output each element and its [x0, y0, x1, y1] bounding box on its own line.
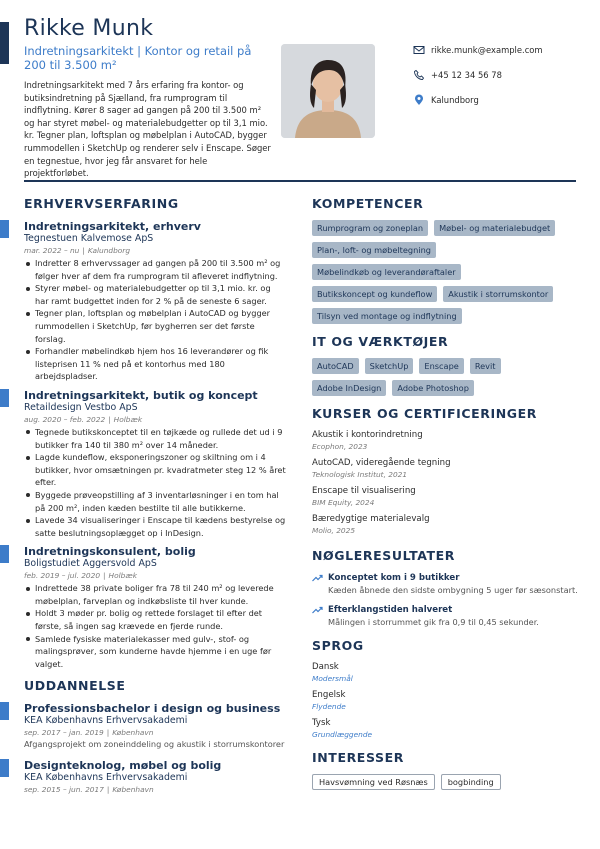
entry-marker	[0, 220, 9, 238]
job-location: Kalundborg	[87, 246, 131, 255]
education-entry	[24, 759, 286, 795]
course-provider: Ecophon, 2023	[312, 442, 368, 451]
job-location: Holbæk	[113, 414, 143, 424]
results-list	[312, 572, 580, 628]
skill-chip: Rumprogram og zoneplan	[312, 220, 428, 236]
courses-list	[312, 430, 580, 536]
cv-header	[24, 16, 274, 180]
job-bullets	[24, 582, 286, 670]
languages-list	[312, 662, 580, 740]
bullet: Samlede fysiske materialekasser med gulv-, stof- og malingsprøver, som kunderne havde hjemme i en uge før valget.	[24, 633, 286, 671]
language-item	[312, 662, 580, 684]
languages-heading: SPROG	[312, 638, 364, 653]
job-meta: aug. 2020 – feb. 2022 | Holbæk	[24, 414, 143, 424]
bullet: Indretter 8 erhvervssager ad gangen på 200 til 3.500 m² og følger hver af dem fra rumprogram til afleveret indflytning.	[24, 257, 286, 282]
school-name: KEA Københavns Erhvervsakademi	[24, 772, 188, 784]
bullet: Lavede 34 visualiseringer i Enscape til kædens bestyrelse og satte beslutningsoplægget op i InDesign.	[24, 514, 286, 539]
tool-chip: SketchUp	[365, 358, 414, 374]
course-item	[312, 486, 580, 508]
bullet: Tegner plan, loftsplan og møbelplan i AutoCAD og bygger rummodellen i SketchUp, før bygherren ser det første forslag.	[24, 307, 286, 345]
bullet: Lagde kundeflow, eksponeringszoner og skiltning om i 4 butikker, hvor omsætningen pr. kvadratmeter steg 12 % året efter.	[24, 451, 286, 489]
job-entry	[24, 545, 286, 670]
phone-text: +45 12 34 56 78	[431, 70, 502, 80]
job-title: Indretningsarkitekt, butik og koncept	[24, 388, 258, 402]
job-meta: feb. 2019 – jul. 2020 | Holbæk	[24, 571, 138, 581]
degree-title: Designteknolog, møbel og bolig	[24, 759, 222, 773]
course-item	[312, 430, 580, 452]
right-column	[312, 196, 580, 790]
tool-chip: Enscape	[419, 358, 463, 374]
job-meta: mar. 2022 – nu | Kalundborg	[24, 246, 131, 255]
entry-marker	[0, 702, 9, 720]
map-pin-icon	[413, 94, 425, 106]
location-text: Kalundborg	[431, 95, 479, 105]
course-title: Bæredygtige materialevalg	[312, 514, 430, 524]
course-title: Akustik i kontorindretning	[312, 430, 423, 440]
entry-marker	[0, 545, 9, 563]
language-item	[312, 690, 580, 712]
course-provider: BIM Equity, 2024	[312, 498, 375, 507]
contact-email[interactable]	[413, 44, 593, 56]
course-item	[312, 514, 580, 536]
result-description: Kæden åbnede den sidste ombygning 5 uger før sæsonstart.	[328, 585, 578, 595]
interests-heading: INTERESSER	[312, 750, 404, 765]
bullet: Forhandler møbelindkøb hjem hos 16 leverandører og fik listeprisen 11 % ned på et kontorhus med 180 arbejdspladser.	[24, 345, 286, 383]
education-location: København	[112, 785, 154, 795]
left-column	[24, 196, 286, 803]
results-heading: NØGLERESULTATER	[312, 548, 456, 563]
tools-heading: IT OG VÆRKTØJER	[312, 334, 449, 349]
result-title: Efterklangstiden halveret	[328, 605, 453, 615]
job-dates: feb. 2019 – jul. 2020	[24, 571, 101, 581]
job-company: Boligstudiet Aggersvold ApS	[24, 558, 157, 570]
education-dates: sep. 2017 – jan. 2019	[24, 728, 104, 738]
education-location: København	[112, 728, 154, 738]
job-location: Holbæk	[108, 571, 138, 581]
skill-chip: Møbelindkøb og leverandøraftaler	[312, 264, 461, 280]
bullet: Tegnede butikskonceptet til en tøjkæde og rullede det ud i 9 butikker fra 140 til 380 m² over 14 måneder.	[24, 426, 286, 451]
bullet: Holdt 3 møder pr. bolig og rettede forslaget til efter det første, så ingen sag krævede en fjerde runde.	[24, 607, 286, 632]
degree-title: Professionsbachelor i design og business	[24, 702, 281, 716]
job-bullets	[24, 426, 286, 539]
phone-icon	[413, 69, 425, 81]
courses-heading: KURSER OG CERTIFICERINGER	[312, 406, 538, 421]
tools-chips	[312, 358, 580, 396]
language-name: Tysk	[312, 718, 331, 728]
skills-heading: KOMPETENCER	[312, 196, 424, 211]
experience-heading: ERHVERVSERFARING	[24, 196, 179, 211]
job-entry	[24, 220, 286, 383]
envelope-icon	[413, 44, 425, 56]
education-dates: sep. 2015 – jun. 2017	[24, 785, 104, 795]
school-name: KEA Københavns Erhvervsakademi	[24, 715, 188, 727]
contact-block	[413, 44, 593, 119]
bullet: Styrer møbel- og materialebudgetter op til 3,1 mio. kr. og har ramt budgettet inden for 2 % på de seneste 6 sager.	[24, 282, 286, 307]
header-divider	[24, 180, 576, 182]
profile-summary: Indretningsarkitekt med 7 års erfaring fra kontor- og butiksindretning på Sjælland, fra rumprogram til indflytning. Kører 8 sager ad gangen på 200 til 3.500 m² og har styret møbel- og materialebudgetter op til 3,1 mio. kr. Tegner plan, loftsplan og møbelplan i AutoCAD, bygger rummodellen i SketchUp og renderer selv i Enscape. Søger en tegnestue, hvor jeg får ansvaret for hele projektforløbet.	[24, 80, 271, 179]
education-meta: sep. 2017 – jan. 2019 | København	[24, 728, 154, 738]
course-title: Enscape til visualisering	[312, 486, 416, 496]
language-item	[312, 718, 580, 740]
trend-up-icon	[312, 573, 323, 583]
job-company: Tegnestuen Kalvemose ApS	[24, 233, 154, 244]
interest-tag: bogbinding	[441, 774, 501, 790]
job-dates: mar. 2022 – nu	[24, 246, 80, 255]
job-entry	[24, 389, 286, 539]
job-dates: aug. 2020 – feb. 2022	[24, 414, 106, 424]
job-title: Indretningsarkitekt, erhverv	[24, 220, 201, 233]
course-item	[312, 458, 580, 480]
skills-chips	[312, 220, 580, 324]
header-accent-bar	[0, 22, 9, 64]
skill-chip: Møbel- og materialebudget	[434, 220, 555, 236]
interests-list	[312, 774, 580, 790]
headline: Indretningsarkitekt | Kontor og retail på 200 til 3.500 m²	[24, 44, 252, 72]
bullet: Byggede prøveopstilling af 3 inventarløsninger i en tom hal på 200 m², inden kæden bestilte til alle butikkerne.	[24, 489, 286, 514]
skill-chip: Butikskoncept og kundeflow	[312, 286, 437, 302]
course-provider: Molio, 2025	[312, 526, 356, 535]
result-item	[312, 604, 580, 628]
bullet: Indrettede 38 private boliger fra 78 til 240 m² og leverede møbelplan, farveplan og indkøbsliste til hver kunde.	[24, 582, 286, 607]
course-title: AutoCAD, videregående tegning	[312, 458, 451, 468]
entry-marker	[0, 759, 9, 777]
language-level: Flydende	[312, 702, 346, 711]
tool-chip: Adobe Photoshop	[392, 380, 474, 396]
entry-marker	[0, 389, 9, 407]
language-level: Grundlæggende	[312, 730, 373, 739]
tool-chip: Revit	[470, 358, 501, 374]
interest-tag: Havsvømning ved Røsnæs	[312, 774, 435, 790]
contact-location	[413, 94, 593, 106]
job-title: Indretningskonsulent, bolig	[24, 545, 196, 559]
education-heading: UDDANNELSE	[24, 678, 126, 694]
email-text: rikke.munk@example.com	[431, 45, 543, 55]
language-name: Engelsk	[312, 690, 346, 700]
profile-photo	[281, 44, 375, 138]
result-description: Målingen i storrummet gik fra 0,9 til 0,45 sekunder.	[328, 617, 539, 627]
skill-chip: Plan-, loft- og møbeltegning	[312, 242, 436, 258]
education-entry	[24, 702, 286, 751]
language-name: Dansk	[312, 662, 339, 672]
trend-up-icon	[312, 605, 323, 615]
result-item	[312, 572, 580, 596]
education-description: Afgangsprojekt om zoneinddeling og akustik i storrumskontorer	[24, 739, 285, 750]
result-title: Konceptet kom i 9 butikker	[328, 573, 460, 583]
skill-chip: Akustik i storrumskontor	[443, 286, 553, 302]
tool-chip: Adobe InDesign	[312, 380, 386, 396]
job-bullets	[24, 257, 286, 383]
skill-chip: Tilsyn ved montage og indflytning	[312, 308, 462, 324]
contact-phone[interactable]	[413, 69, 593, 81]
tool-chip: AutoCAD	[312, 358, 359, 374]
education-meta: sep. 2015 – jun. 2017 | København	[24, 785, 154, 795]
language-level: Modersmål	[312, 674, 353, 683]
person-name: Rikke Munk	[24, 16, 154, 41]
course-provider: Teknologisk Institut, 2021	[312, 470, 408, 479]
job-company: Retaildesign Vestbo ApS	[24, 401, 138, 413]
